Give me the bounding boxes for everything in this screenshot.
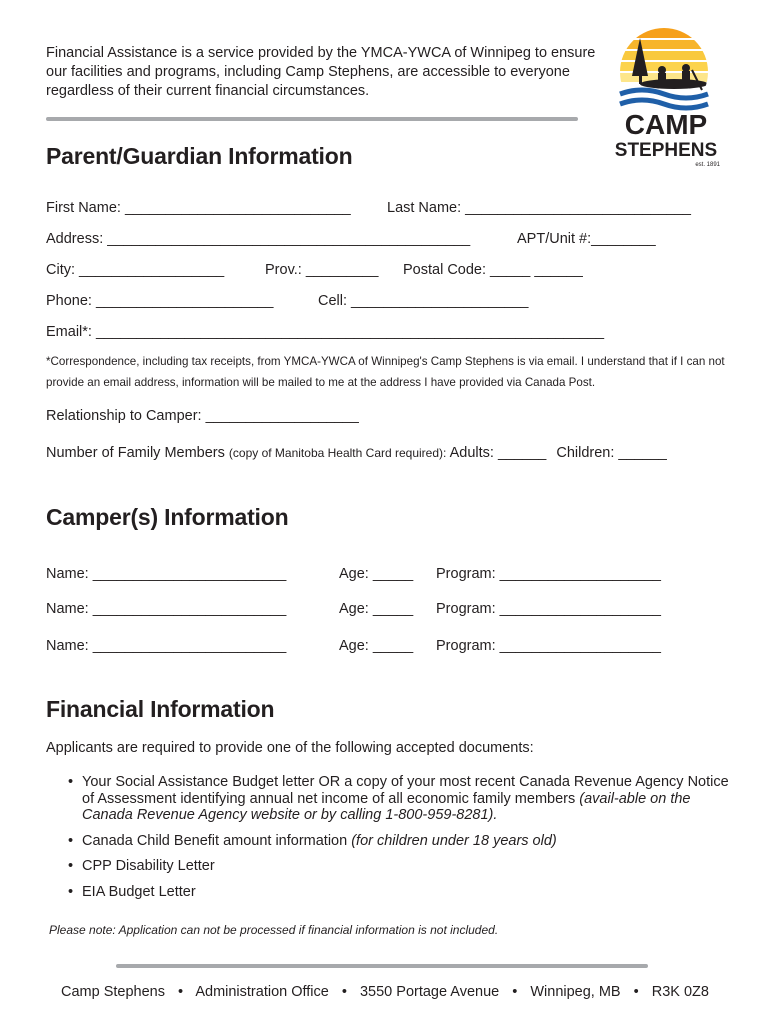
relationship-field[interactable]: Relationship to Camper: ___________________ — [46, 408, 359, 424]
camper-name-field[interactable]: Name: ________________________ — [46, 638, 287, 654]
list-item-text: Your Social Assistance Budget letter OR a copy of your most recent Canada Revenue Agency Notice of Assessment identifying annual net income of all economic family members — [82, 774, 729, 807]
phone-field[interactable]: Phone: ______________________ — [46, 293, 274, 309]
financial-heading: Financial Information — [46, 696, 275, 722]
logo-est: est. 1891 — [695, 162, 720, 168]
city-field[interactable]: City: __________________ — [46, 262, 225, 278]
camper-age-field[interactable]: Age: _____ — [339, 638, 414, 654]
footer-part: R3K 0Z8 — [651, 984, 709, 1000]
list-item — [46, 774, 736, 824]
family-members-row — [46, 445, 667, 461]
family-members-label: Number of Family Members — [46, 445, 225, 461]
financial-intro: Applicants are required to provide one of the following accepted documents: — [46, 740, 534, 756]
first-name-field[interactable]: First Name: ____________________________ — [46, 200, 351, 216]
adults-field[interactable]: Adults: ______ — [449, 445, 547, 461]
last-name-field[interactable]: Last Name: ____________________________ — [387, 200, 691, 216]
camper-age-field[interactable]: Age: _____ — [339, 601, 414, 617]
footer-part: Administration Office — [195, 984, 329, 1000]
bullet-icon: • — [68, 883, 74, 900]
camper-age-field[interactable]: Age: _____ — [339, 566, 414, 582]
postal-code-field[interactable]: Postal Code: _____ ______ — [403, 262, 583, 278]
list-item-text: Canada Child Benefit amount information — [82, 832, 352, 849]
logo-subname: STEPHENS — [614, 140, 718, 161]
footer-part: 3550 Portage Avenue — [359, 984, 500, 1000]
logo-name: CAMP — [624, 109, 708, 140]
footer-separator: • — [633, 984, 639, 1000]
camp-stephens-logo — [606, 24, 732, 174]
footer-separator: • — [512, 984, 518, 1000]
list-item — [46, 884, 736, 901]
bullet-icon: • — [68, 832, 74, 849]
camper-program-field[interactable]: Program: ____________________ — [436, 601, 661, 617]
cell-field[interactable]: Cell: ______________________ — [318, 293, 529, 309]
financial-note: Please note: Application can not be processed if financial information is not included. — [49, 923, 499, 937]
footer-separator: • — [178, 984, 184, 1000]
camper-name-field[interactable]: Name: ________________________ — [46, 601, 287, 617]
camper-name-field[interactable]: Name: ________________________ — [46, 566, 287, 582]
list-item — [46, 833, 736, 850]
family-members-note: (copy of Manitoba Health Card required): — [228, 446, 447, 460]
camper-program-field[interactable]: Program: ____________________ — [436, 566, 661, 582]
camper-program-field[interactable]: Program: ____________________ — [436, 638, 661, 654]
prov-field[interactable]: Prov.: _________ — [265, 262, 379, 278]
intro-text: Financial Assistance is a service provided by the YMCA-YWCA of Winnipeg to ensure our facilities and programs, including Camp Stephens, are accessible to everyone regardless of their current financial circumstances. — [46, 45, 596, 99]
list-item-italic: (for children under 18 years old) — [351, 832, 557, 849]
bottom-divider — [116, 964, 648, 968]
list-item-italic: (avail-able on the Canada Revenue Agency website or by calling 1-800-959-8281). — [82, 790, 691, 823]
footer-separator: • — [341, 984, 347, 1000]
email-note: *Correspondence, including tax receipts, from YMCA-YWCA of Winnipeg's Camp Stephens is via email. I understand that if I can not provide an email address, information will be mailed to me at the address I have provided via Canada Post. — [46, 355, 725, 389]
logo-graphic — [606, 24, 732, 174]
list-item-text: EIA Budget Letter — [82, 883, 196, 900]
list-item — [46, 858, 736, 875]
bullet-icon: • — [68, 858, 74, 874]
list-item-text: CPP Disability Letter — [82, 858, 215, 874]
bullet-icon: • — [68, 774, 74, 790]
footer-part: Camp Stephens — [61, 984, 165, 1000]
accepted-documents-list — [46, 774, 736, 909]
address-field[interactable]: Address: _____________________________________________ — [46, 231, 471, 247]
children-field[interactable]: Children: ______ — [556, 445, 667, 461]
email-field[interactable]: Email*: _______________________________________________________________ — [46, 324, 605, 340]
apt-field[interactable]: APT/Unit #:________ — [517, 231, 656, 247]
footer-part: Winnipeg, MB — [530, 984, 621, 1000]
footer-address — [0, 984, 770, 1000]
campers-heading: Camper(s) Information — [46, 504, 289, 530]
parent-heading: Parent/Guardian Information — [46, 143, 353, 169]
top-divider — [46, 117, 578, 121]
